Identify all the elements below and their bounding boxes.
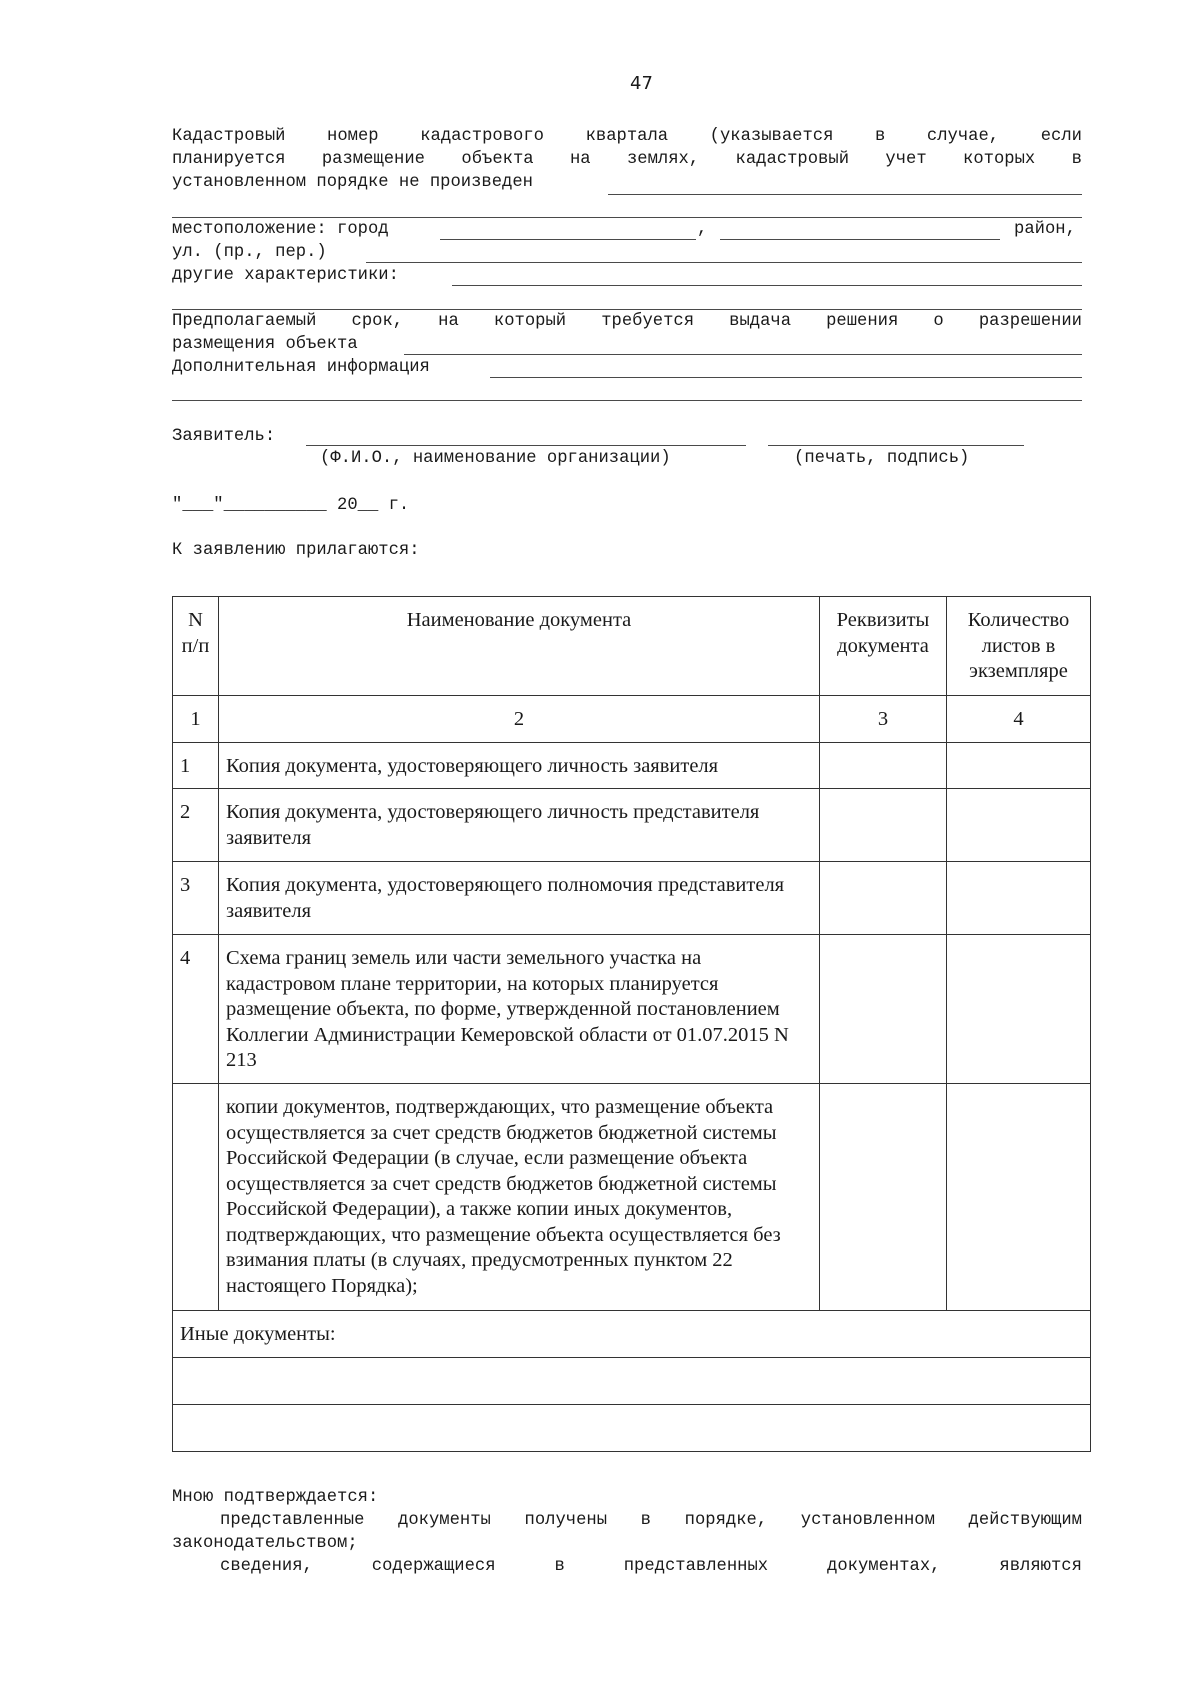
district-label: район, (1014, 220, 1076, 239)
cadastral-line-3-label: установленном порядке не произведен (172, 173, 533, 192)
row-count-cell[interactable] (947, 862, 1091, 935)
header-name: Наименование документа (219, 597, 820, 696)
row-count-cell[interactable] (947, 743, 1091, 789)
other-documents-row (173, 1311, 1091, 1358)
blank-row (173, 1405, 1091, 1452)
blank-row-cell[interactable] (173, 1405, 1091, 1452)
city-blank[interactable] (440, 239, 696, 240)
header-requisites: Реквизиты документа (820, 597, 947, 696)
row-num: 4 (173, 935, 219, 1084)
term-blank[interactable] (404, 354, 1082, 355)
cadastral-line-1: Кадастровый номер кадастрового квартала (указывается в случае, если (172, 127, 1082, 146)
location-comma: , (697, 220, 708, 239)
additional-info-blank-2[interactable] (172, 400, 1082, 401)
row-document-name: Копия документа, удостоверяющего полномочия представителя заявителя (219, 862, 820, 935)
cadastral-number-blank[interactable] (608, 194, 1082, 195)
blank-row (173, 1358, 1091, 1405)
other-characteristics-blank-2[interactable] (172, 309, 1082, 310)
other-characteristics-label: другие характеристики: (172, 266, 399, 285)
applicant-name-blank[interactable] (306, 445, 746, 446)
table-row (173, 935, 1091, 1084)
table-row (173, 743, 1091, 789)
location-label: местоположение: город (172, 220, 389, 239)
table-row (173, 789, 1091, 862)
row-document-name: Схема границ земель или части земельного участка на кадастровом плане территории, на которых планируется размещение объекта, по форме, утвержденной постановлением Коллегии Администрации Кемеровской области от 01.07.2015 N 213 (219, 935, 820, 1084)
row-requisites-cell[interactable] (820, 789, 947, 862)
row-document-name: Копия документа, удостоверяющего личность заявителя (219, 743, 820, 789)
header-count: Количество листов в экземпляре (947, 597, 1091, 696)
page-number: 47 (630, 73, 653, 94)
confirmation-line-1: представленные документы получены в порядке, установленном действующим (220, 1511, 1082, 1530)
street-blank[interactable] (366, 262, 1082, 263)
column-number: 1 (173, 696, 219, 743)
row-document-name: копии документов, подтверждающих, что размещение объекта осуществляется за счет средств бюджетов бюджетной системы Российской Федерации (в случае, если размещение объекта осуществляется за счет средств бюджетов бюджетной системы Российской Федерации), а также копии иных документов, подтверждающих, что размещение объекта осуществляется без взимания платы (в случаях, предусмотренных пунктом 22 настоящего Порядка); (219, 1084, 820, 1311)
applicant-sign-caption: (печать, подпись) (794, 449, 970, 468)
applicant-name-caption: (Ф.И.О., наименование организации) (320, 449, 671, 468)
district-blank[interactable] (720, 239, 1000, 240)
additional-info-label: Дополнительная информация (172, 358, 430, 377)
confirmation-title: Мною подтверждается: (172, 1488, 379, 1507)
row-count-cell[interactable] (947, 789, 1091, 862)
other-characteristics-blank[interactable] (452, 285, 1082, 286)
column-number: 3 (820, 696, 947, 743)
row-document-name: Копия документа, удостоверяющего личность представителя заявителя (219, 789, 820, 862)
other-documents-label: Иные документы: (173, 1311, 1091, 1358)
applicant-label: Заявитель: (172, 427, 276, 446)
row-requisites-cell[interactable] (820, 743, 947, 789)
row-requisites-cell[interactable] (820, 935, 947, 1084)
row-num (173, 1084, 219, 1311)
row-num: 1 (173, 743, 219, 789)
confirmation-line-2: законодательством; (172, 1534, 358, 1553)
column-numbers-row (173, 696, 1091, 743)
row-num: 3 (173, 862, 219, 935)
column-number: 2 (219, 696, 820, 743)
row-num: 2 (173, 789, 219, 862)
table-header-row (173, 597, 1091, 696)
term-line-1: Предполагаемый срок, на который требуется выдача решения о разрешении (172, 312, 1082, 331)
row-requisites-cell[interactable] (820, 1084, 947, 1311)
table-row (173, 862, 1091, 935)
applicant-sign-blank[interactable] (768, 445, 1024, 446)
attachments-table (172, 596, 1091, 1452)
cadastral-number-blank-2[interactable] (172, 217, 1082, 218)
row-count-cell[interactable] (947, 935, 1091, 1084)
confirmation-line-3: сведения, содержащиеся в представленных документах, являются (220, 1557, 1082, 1576)
application-date: "___"__________ 20__ г. (172, 496, 410, 515)
column-number: 4 (947, 696, 1091, 743)
row-count-cell[interactable] (947, 1084, 1091, 1311)
additional-info-blank[interactable] (490, 377, 1082, 378)
row-requisites-cell[interactable] (820, 862, 947, 935)
cadastral-line-2: планируется размещение объекта на землях, кадастровый учет которых в (172, 150, 1082, 169)
street-label: ул. (пр., пер.) (172, 243, 327, 262)
header-num: N п/п (173, 597, 219, 696)
blank-row-cell[interactable] (173, 1358, 1091, 1405)
term-line-2-label: размещения объекта (172, 335, 358, 354)
attachments-title: К заявлению прилагаются: (172, 541, 420, 560)
table-row (173, 1084, 1091, 1311)
